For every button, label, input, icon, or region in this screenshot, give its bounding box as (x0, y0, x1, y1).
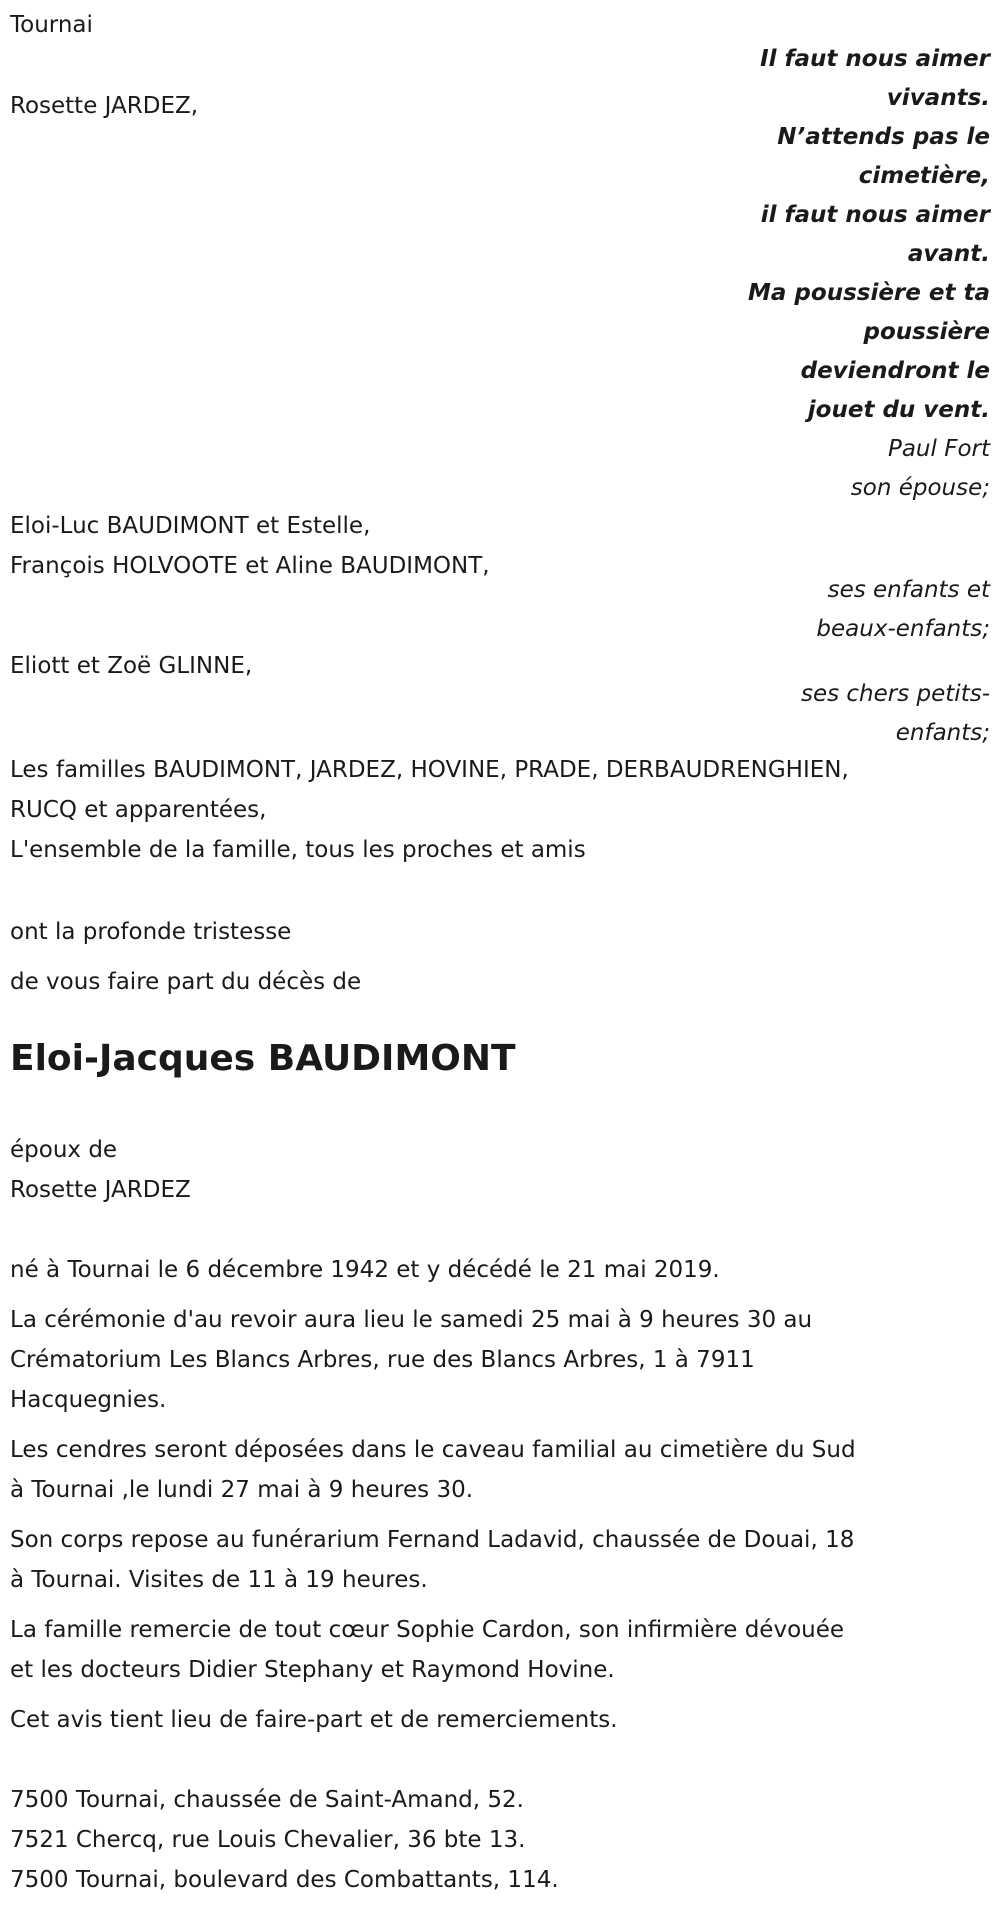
grandchildren-role: ses chers petits- (800, 681, 990, 707)
child-line: François HOLVOOTE et Aline BAUDIMONT, (10, 553, 490, 579)
address-line: 7521 Chercq, rue Louis Chevalier, 36 bte 13. (10, 1827, 526, 1853)
announcement-line: de vous faire part du décès de (10, 969, 362, 995)
details-line: Crématorium Les Blancs Arbres, rue des Blancs Arbres, 1 à 7911 (10, 1347, 755, 1373)
children-role: ses enfants et (827, 577, 990, 603)
address-line: 7500 Tournai, boulevard des Combattants, 114. (10, 1867, 559, 1893)
poem-line: deviendront le (800, 358, 990, 384)
address-line: 7500 Tournai, chaussée de Saint-Amand, 52. (10, 1787, 524, 1813)
poem-author: Paul Fort (887, 436, 990, 462)
details-line: La famille remercie de tout cœur Sophie Cardon, son infirmière dévouée (10, 1617, 845, 1643)
details-line: Les cendres seront déposées dans le caveau familial au cimetière du Sud (10, 1437, 856, 1463)
families-line: Les familles BAUDIMONT, JARDEZ, HOVINE, PRADE, DERBAUDRENGHIEN, (10, 757, 849, 783)
families-line: RUCQ et apparentées, (10, 797, 267, 823)
details-line: Hacquegnies. (10, 1387, 167, 1413)
children-role: beaux-enfants; (816, 616, 990, 642)
poem-line: il faut nous aimer (760, 202, 990, 228)
spouse-role: son épouse; (850, 475, 990, 501)
poem-line: jouet du vent. (807, 397, 990, 423)
families-line: L'ensemble de la famille, tous les proches et amis (10, 837, 586, 863)
spouse-name: Rosette JARDEZ, (10, 93, 199, 119)
details-line: et les docteurs Didier Stephany et Raymond Hovine. (10, 1657, 615, 1683)
details-line: Son corps repose au funérarium Fernand Ladavid, chaussée de Douai, 18 (10, 1527, 855, 1553)
poem-line: cimetière, (858, 163, 990, 189)
details-line: à Tournai. Visites de 11 à 19 heures. (10, 1567, 428, 1593)
details-line: La cérémonie d'au revoir aura lieu le samedi 25 mai à 9 heures 30 au (10, 1307, 813, 1333)
deceased-name: Eloi-Jacques BAUDIMONT (10, 1038, 516, 1079)
details-line: Cet avis tient lieu de faire-part et de remerciements. (10, 1707, 618, 1733)
grandchildren-line: Eliott et Zoë GLINNE, (10, 653, 253, 679)
poem-line: vivants. (886, 85, 990, 111)
epoux-line: époux de (10, 1137, 118, 1163)
poem-line: N’attends pas le (777, 124, 990, 150)
city-heading: Tournai (10, 12, 93, 38)
epoux-name: Rosette JARDEZ (10, 1177, 191, 1203)
grandchildren-role: enfants; (895, 720, 990, 746)
poem-line: Ma poussière et ta (748, 280, 990, 306)
poem-line: Il faut nous aimer (760, 46, 990, 72)
details-line: à Tournai ,le lundi 27 mai à 9 heures 30. (10, 1477, 474, 1503)
details-line: né à Tournai le 6 décembre 1942 et y décédé le 21 mai 2019. (10, 1257, 720, 1283)
announcement-line: ont la profonde tristesse (10, 919, 292, 945)
poem-line: avant. (907, 241, 990, 267)
poem-line: poussière (863, 319, 990, 345)
child-line: Eloi-Luc BAUDIMONT et Estelle, (10, 513, 371, 539)
